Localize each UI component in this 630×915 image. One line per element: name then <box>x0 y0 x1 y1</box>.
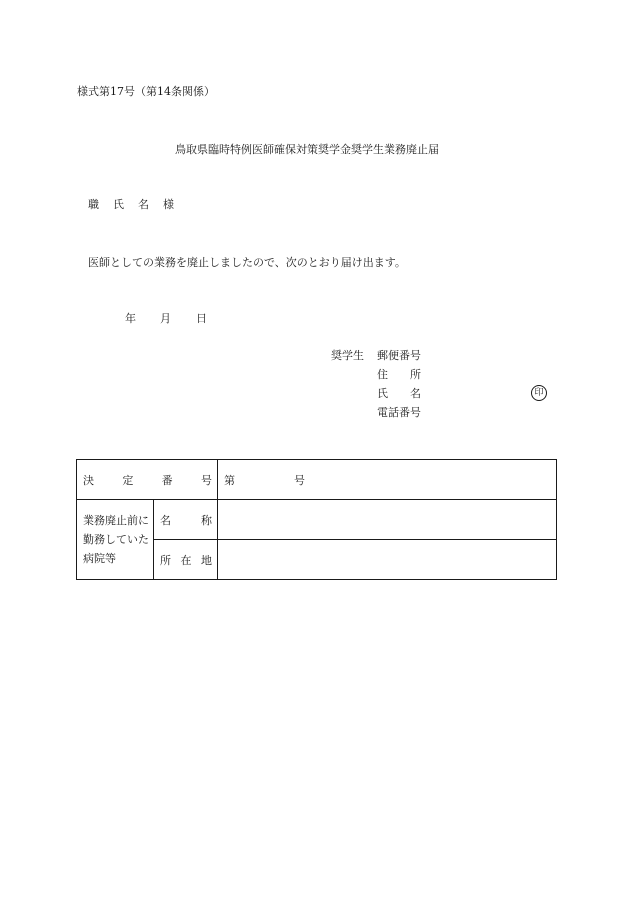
decision-label-char: 号 <box>200 473 212 487</box>
date-year-label: 年 <box>125 312 136 325</box>
applicant-label: 奨学生 <box>331 349 364 362</box>
recipient-char: 氏 <box>113 198 124 211</box>
decision-label-char: 番 <box>161 473 173 487</box>
hospital-name-char: 名 <box>160 513 171 527</box>
hospital-location-label <box>154 540 218 580</box>
postal-code-label: 郵便番号 <box>377 349 421 362</box>
body-text: 医師としての業務を廃止しましたので、次のとおり届け出ます。 <box>88 256 406 269</box>
phone-label: 電話番号 <box>377 406 421 419</box>
hospital-location-char: 地 <box>201 553 212 567</box>
decision-label-char: 決 <box>83 473 94 487</box>
decision-number-label <box>77 460 218 500</box>
hospital-label: 業務廃止前に勤務していた病院等 <box>77 500 154 580</box>
address-label: 住 所 <box>377 368 421 381</box>
decision-suffix: 号 <box>294 473 305 487</box>
date-month-label: 月 <box>160 312 171 325</box>
hospital-location-char: 在 <box>180 553 192 567</box>
hospital-location-field[interactable] <box>218 540 557 580</box>
recipient-char: 名 <box>138 198 149 211</box>
form-number: 様式第17号（第14条関係） <box>77 85 215 98</box>
hospital-name-label <box>154 500 218 540</box>
form-table <box>76 459 557 580</box>
recipient-char: 様 <box>163 198 174 211</box>
name-label: 氏 名 <box>377 387 421 400</box>
hospital-name-char: 称 <box>201 513 212 527</box>
date-day-label: 日 <box>196 312 207 325</box>
decision-prefix: 第 <box>224 473 235 487</box>
hospital-name-field[interactable] <box>218 500 557 540</box>
seal-mark: 印 <box>531 385 547 401</box>
hospital-location-char: 所 <box>160 553 171 567</box>
decision-number-field[interactable] <box>218 460 557 500</box>
decision-label-char: 定 <box>122 473 134 487</box>
recipient-line <box>88 199 188 210</box>
document-title: 鳥取県臨時特例医師確保対策奨学金奨学生業務廃止届 <box>175 143 439 156</box>
recipient-char: 職 <box>88 198 99 211</box>
